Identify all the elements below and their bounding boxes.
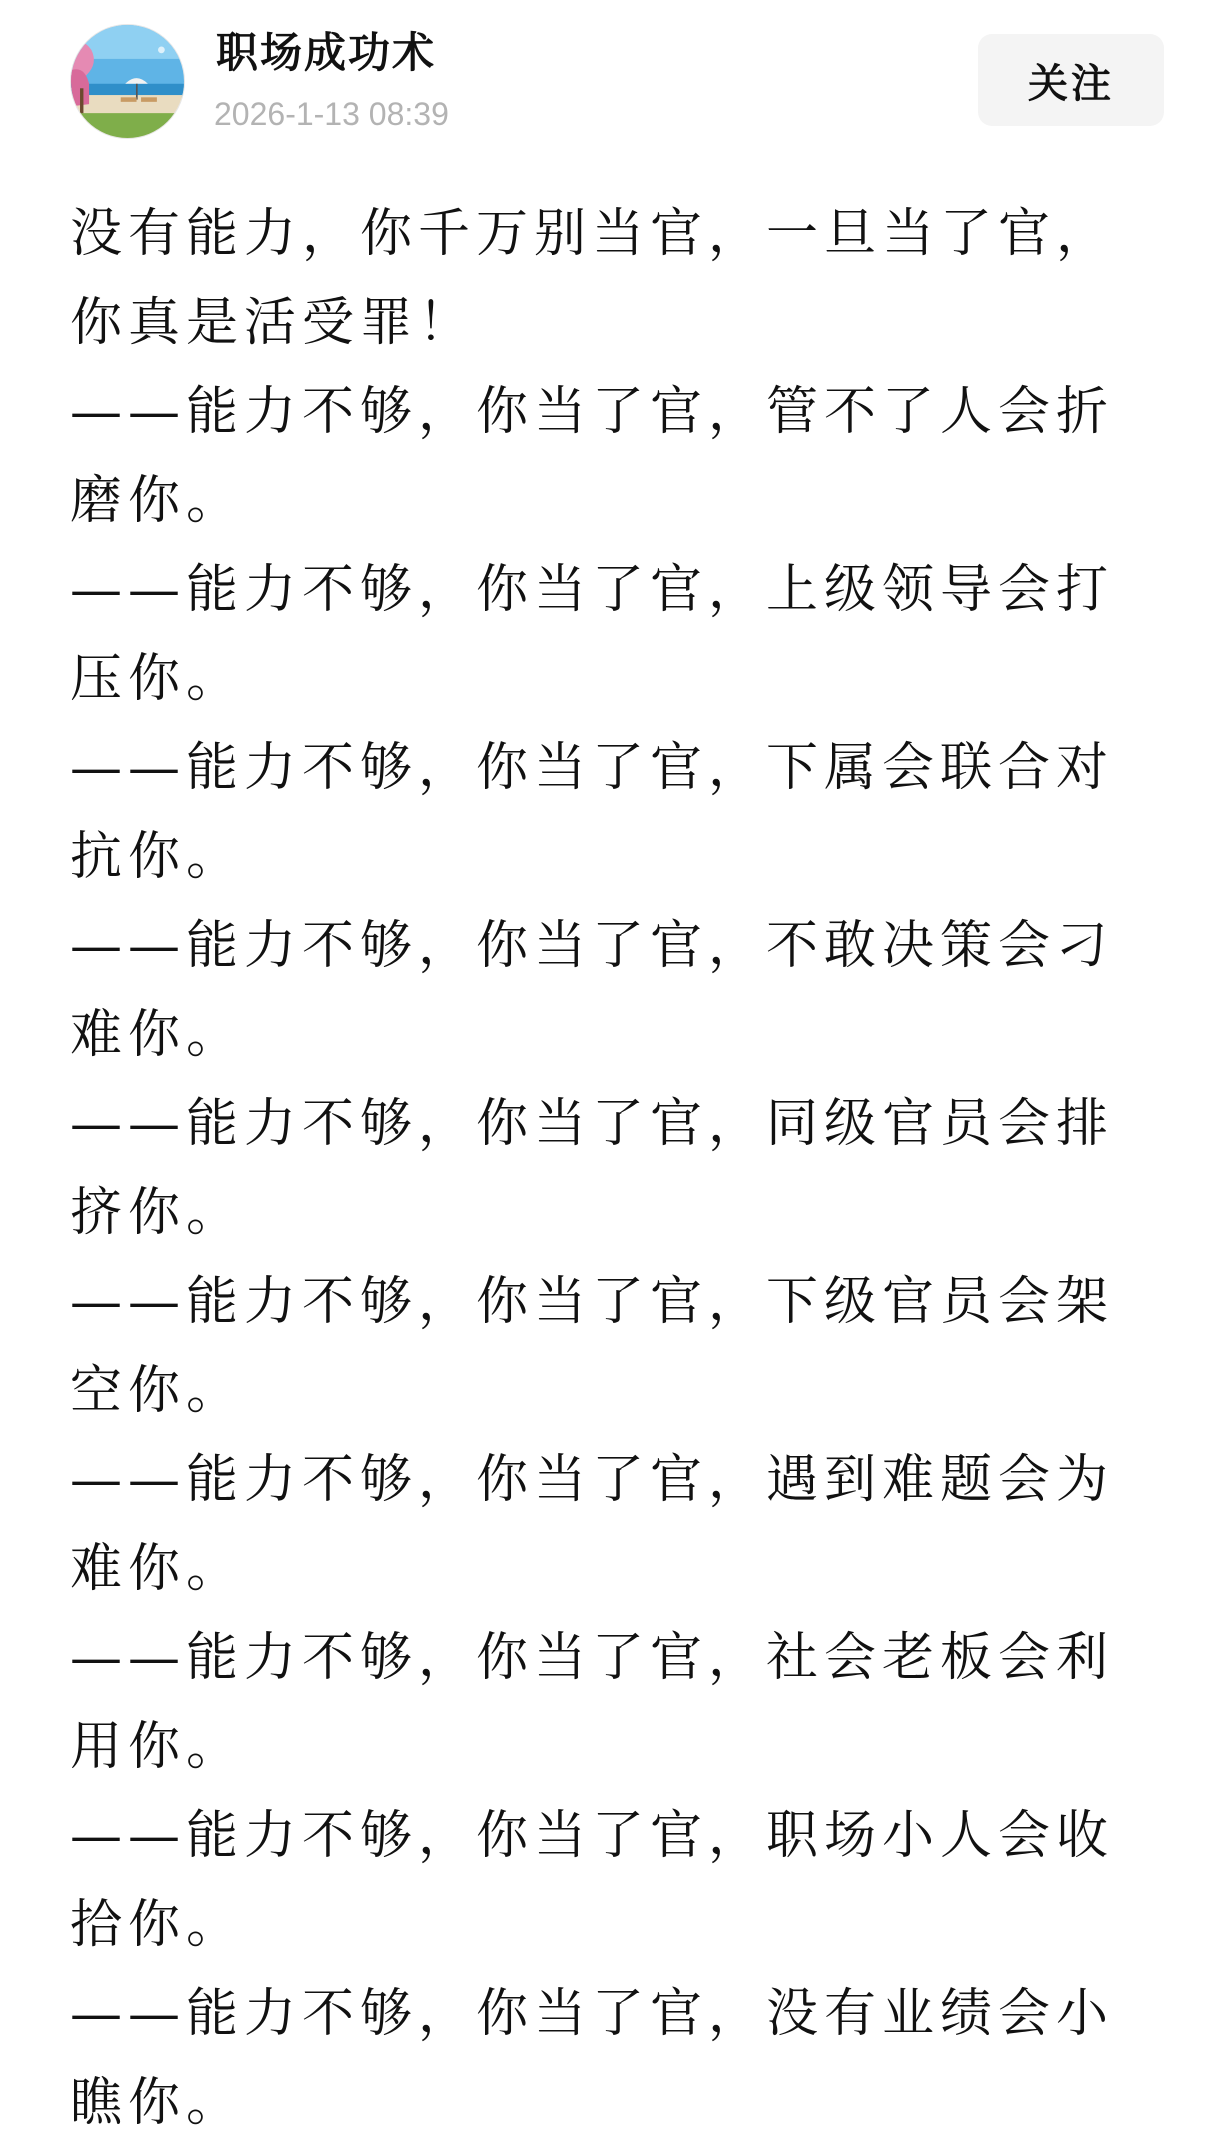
article-paragraph: ——能力不够，你当了官，没有业绩会小瞧你。 bbox=[70, 1984, 1115, 2133]
article-paragraph: ——能力不够，你当了官，不敢决策会刁难你。 bbox=[70, 916, 1115, 1065]
article-paragraph: ——能力不够，你当了官，同级官员会排挤你。 bbox=[70, 1094, 1115, 1243]
post-timestamp: 2026-1-13 08:39 bbox=[214, 96, 449, 132]
article-paragraph: 没有能力，你千万别当官，一旦当了官，你真是活受罪！ bbox=[70, 204, 1115, 353]
author-name[interactable]: 职场成功术 bbox=[216, 28, 437, 77]
beach-avatar-icon bbox=[71, 25, 184, 138]
article-paragraph: ——能力不够，你当了官，职场小人会收拾你。 bbox=[70, 1806, 1115, 1955]
article-paragraph: ——能力不够，你当了官，上级领导会打压你。 bbox=[70, 560, 1115, 709]
author-avatar[interactable] bbox=[70, 24, 185, 139]
post-header bbox=[0, 0, 1216, 165]
article-paragraph: ——能力不够，你当了官，下属会联合对抗你。 bbox=[70, 738, 1115, 887]
article-paragraph: ——能力不够，你当了官，遇到难题会为难你。 bbox=[70, 1450, 1115, 1599]
follow-button[interactable]: 关注 bbox=[978, 34, 1164, 126]
article-body bbox=[70, 190, 1160, 2148]
article-paragraph: ——能力不够，你当了官，下级官员会架空你。 bbox=[70, 1272, 1115, 1421]
article-paragraph: ——能力不够，你当了官，社会老板会利用你。 bbox=[70, 1628, 1115, 1777]
article-paragraph: ——能力不够，你当了官，管不了人会折磨你。 bbox=[70, 382, 1115, 531]
